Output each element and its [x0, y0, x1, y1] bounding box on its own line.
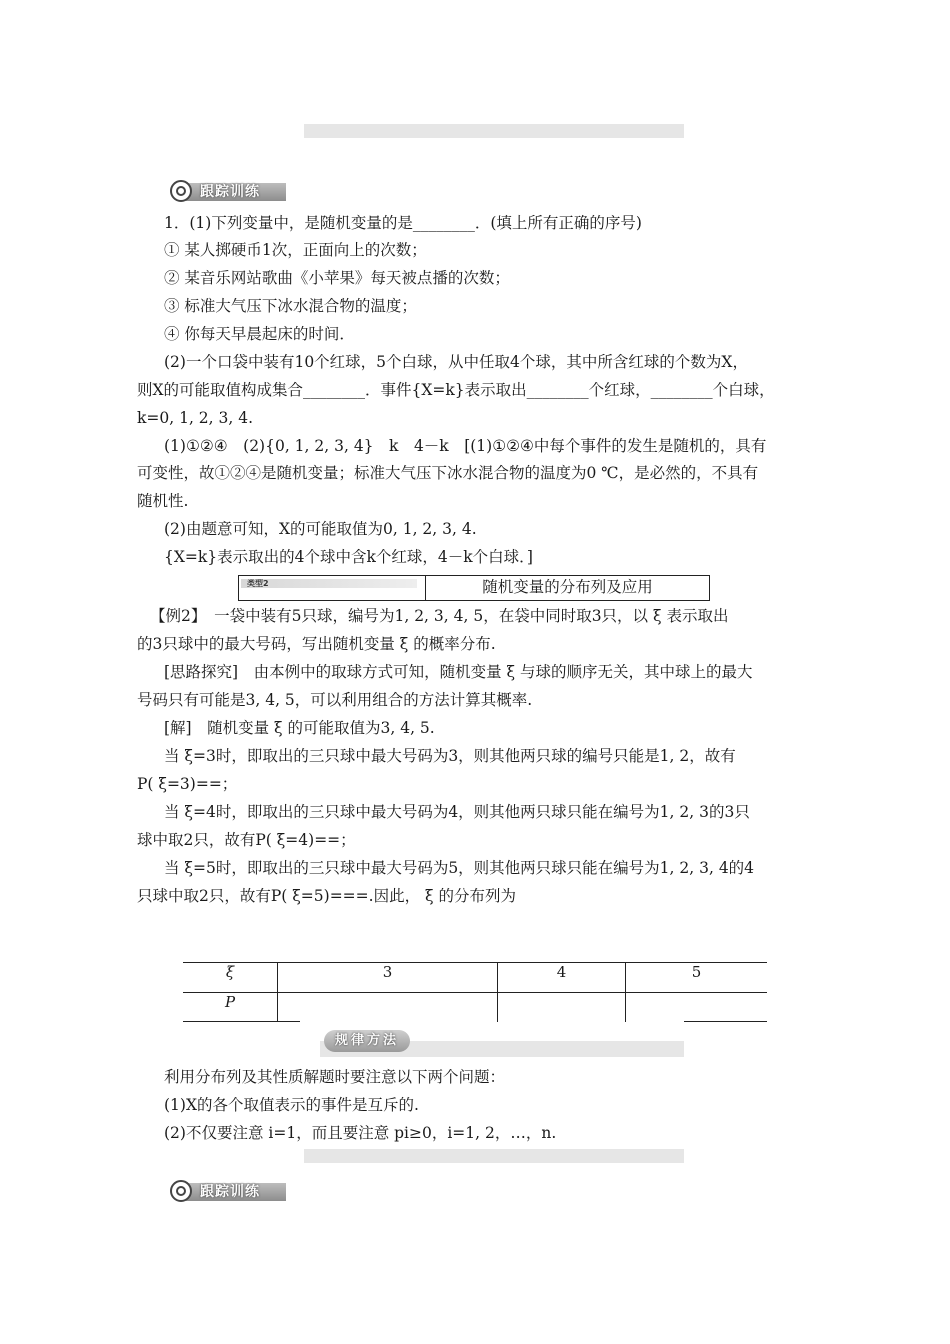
- thinking-line-1: [思路探究] 由本例中的取球方式可知，随机变量 ξ 与球的顺序无关，其中球上的最大: [164, 663, 753, 681]
- rule-method-label: 规律方法: [324, 1030, 410, 1052]
- rule-line-1: 利用分布列及其性质解题时要注意以下两个问题：: [164, 1068, 506, 1086]
- option-3: ③ 标准大气压下冰水混合物的温度；: [164, 297, 417, 315]
- answer-2-line-2: {X=k}表示取出的4个球中含k个红球，4－k个白球．]: [164, 548, 533, 566]
- table-row: [183, 993, 767, 1023]
- rule-line-2: (1)X的各个取值表示的事件是互斥的.: [164, 1096, 419, 1114]
- answer-2-line-1: (2)由题意可知，X的可能取值为0, 1, 2, 3, 4.: [164, 520, 477, 538]
- bottom-divider-bar: [304, 1149, 684, 1163]
- track-training-badge: [170, 180, 286, 204]
- table-bottom-line-right: [684, 1021, 767, 1022]
- track-training-label: 跟踪训练: [186, 183, 286, 201]
- table-row: [183, 963, 767, 993]
- table-cell: [498, 993, 626, 1023]
- question-1-part-1: 1．(1)下列变量中，是随机变量的是________．(填上所有正确的序号): [164, 214, 642, 232]
- option-4: ④ 你每天早晨起床的时间．: [164, 325, 355, 343]
- answer-1-line-3: 随机性.: [137, 492, 189, 510]
- table-header-4: 4: [498, 963, 626, 993]
- option-1: ① 某人掷硬币1次，正面向上的次数；: [164, 241, 427, 259]
- solution-case-3-line-1: 当 ξ=3时，即取出的三只球中最大号码为3，则其他两只球的编号只能是1, 2，故有: [164, 747, 736, 765]
- thinking-line-2: 号码只有可能是3, 4, 5，可以利用组合的方法计算其概率.: [137, 691, 533, 709]
- rule-line-3: (2)不仅要注意 i=1，而且要注意 pi≥0，i=1, 2，…，n.: [164, 1124, 557, 1142]
- table-row-label-p: P: [183, 993, 278, 1023]
- answer-1-line-2: 可变性，故①②④是随机变量；标准大气压下冰水混合物的温度为0 ℃，是必然的，不具有: [137, 464, 759, 482]
- solution-case-4-line-1: 当 ξ=4时，即取出的三只球中最大号码为4，则其他两只球只能在编号为1, 2, 3的3只: [164, 803, 750, 821]
- table-header-5: 5: [626, 963, 768, 993]
- table-header-xi: ξ: [183, 963, 278, 993]
- track-training-label-2: 跟踪训练: [186, 1183, 286, 1201]
- type-tag: 类型2: [241, 579, 417, 588]
- solution-case-5-line-2: 只球中取2只，故有P( ξ=5)===.因此， ξ 的分布列为: [137, 887, 516, 905]
- question-1-part-2-line-2: 则X的可能取值构成集合________．事件{X=k}表示取出________个红球，________个白球，: [137, 381, 775, 399]
- solution-line-1: [解] 随机变量 ξ 的可能取值为3, 4, 5.: [164, 719, 435, 737]
- option-2: ② 某音乐网站歌曲《小苹果》每天被点播的次数；: [164, 269, 510, 287]
- question-1-part-2-line-3: k=0, 1, 2, 3, 4.: [137, 409, 254, 427]
- table-header-3: 3: [278, 963, 498, 993]
- top-divider-bar: [304, 124, 684, 138]
- table-bottom-line-left: [183, 1021, 300, 1022]
- table-cell: [626, 993, 768, 1023]
- answer-1-line-1: (1)①②④ (2){0, 1, 2, 3, 4} k 4－k [(1)①②④中每个事件的发生是随机的，具有: [164, 437, 767, 455]
- track-training-badge-2: [170, 1180, 286, 1204]
- example-2-line-2: 的3只球中的最大号码，写出随机变量 ξ 的概率分布.: [137, 635, 496, 653]
- solution-case-4-line-2: 球中取2只，故有P( ξ=4)==；: [137, 831, 356, 849]
- distribution-table: [183, 962, 767, 1022]
- solution-case-3-line-2: P( ξ=3)==；: [137, 775, 238, 793]
- solution-case-5-line-1: 当 ξ=5时，即取出的三只球中最大号码为5，则其他两只球只能在编号为1, 2, 3, 4的4: [164, 859, 755, 877]
- type-title: 随机变量的分布列及应用: [482, 578, 653, 596]
- table-cell: [278, 993, 498, 1023]
- question-1-part-2-line-1: (2)一个口袋中装有10个红球，5个白球，从中任取4个球，其中所含红球的个数为X，: [164, 353, 748, 371]
- target-icon: [170, 180, 192, 202]
- target-icon: [170, 1180, 192, 1202]
- example-2-line-1: 【例2】 一袋中装有5只球，编号为1, 2, 3, 4, 5，在袋中同时取3只，以 ξ 表示取出: [150, 607, 729, 625]
- type-header-box: [238, 575, 710, 601]
- rule-method-bar: [320, 1030, 684, 1058]
